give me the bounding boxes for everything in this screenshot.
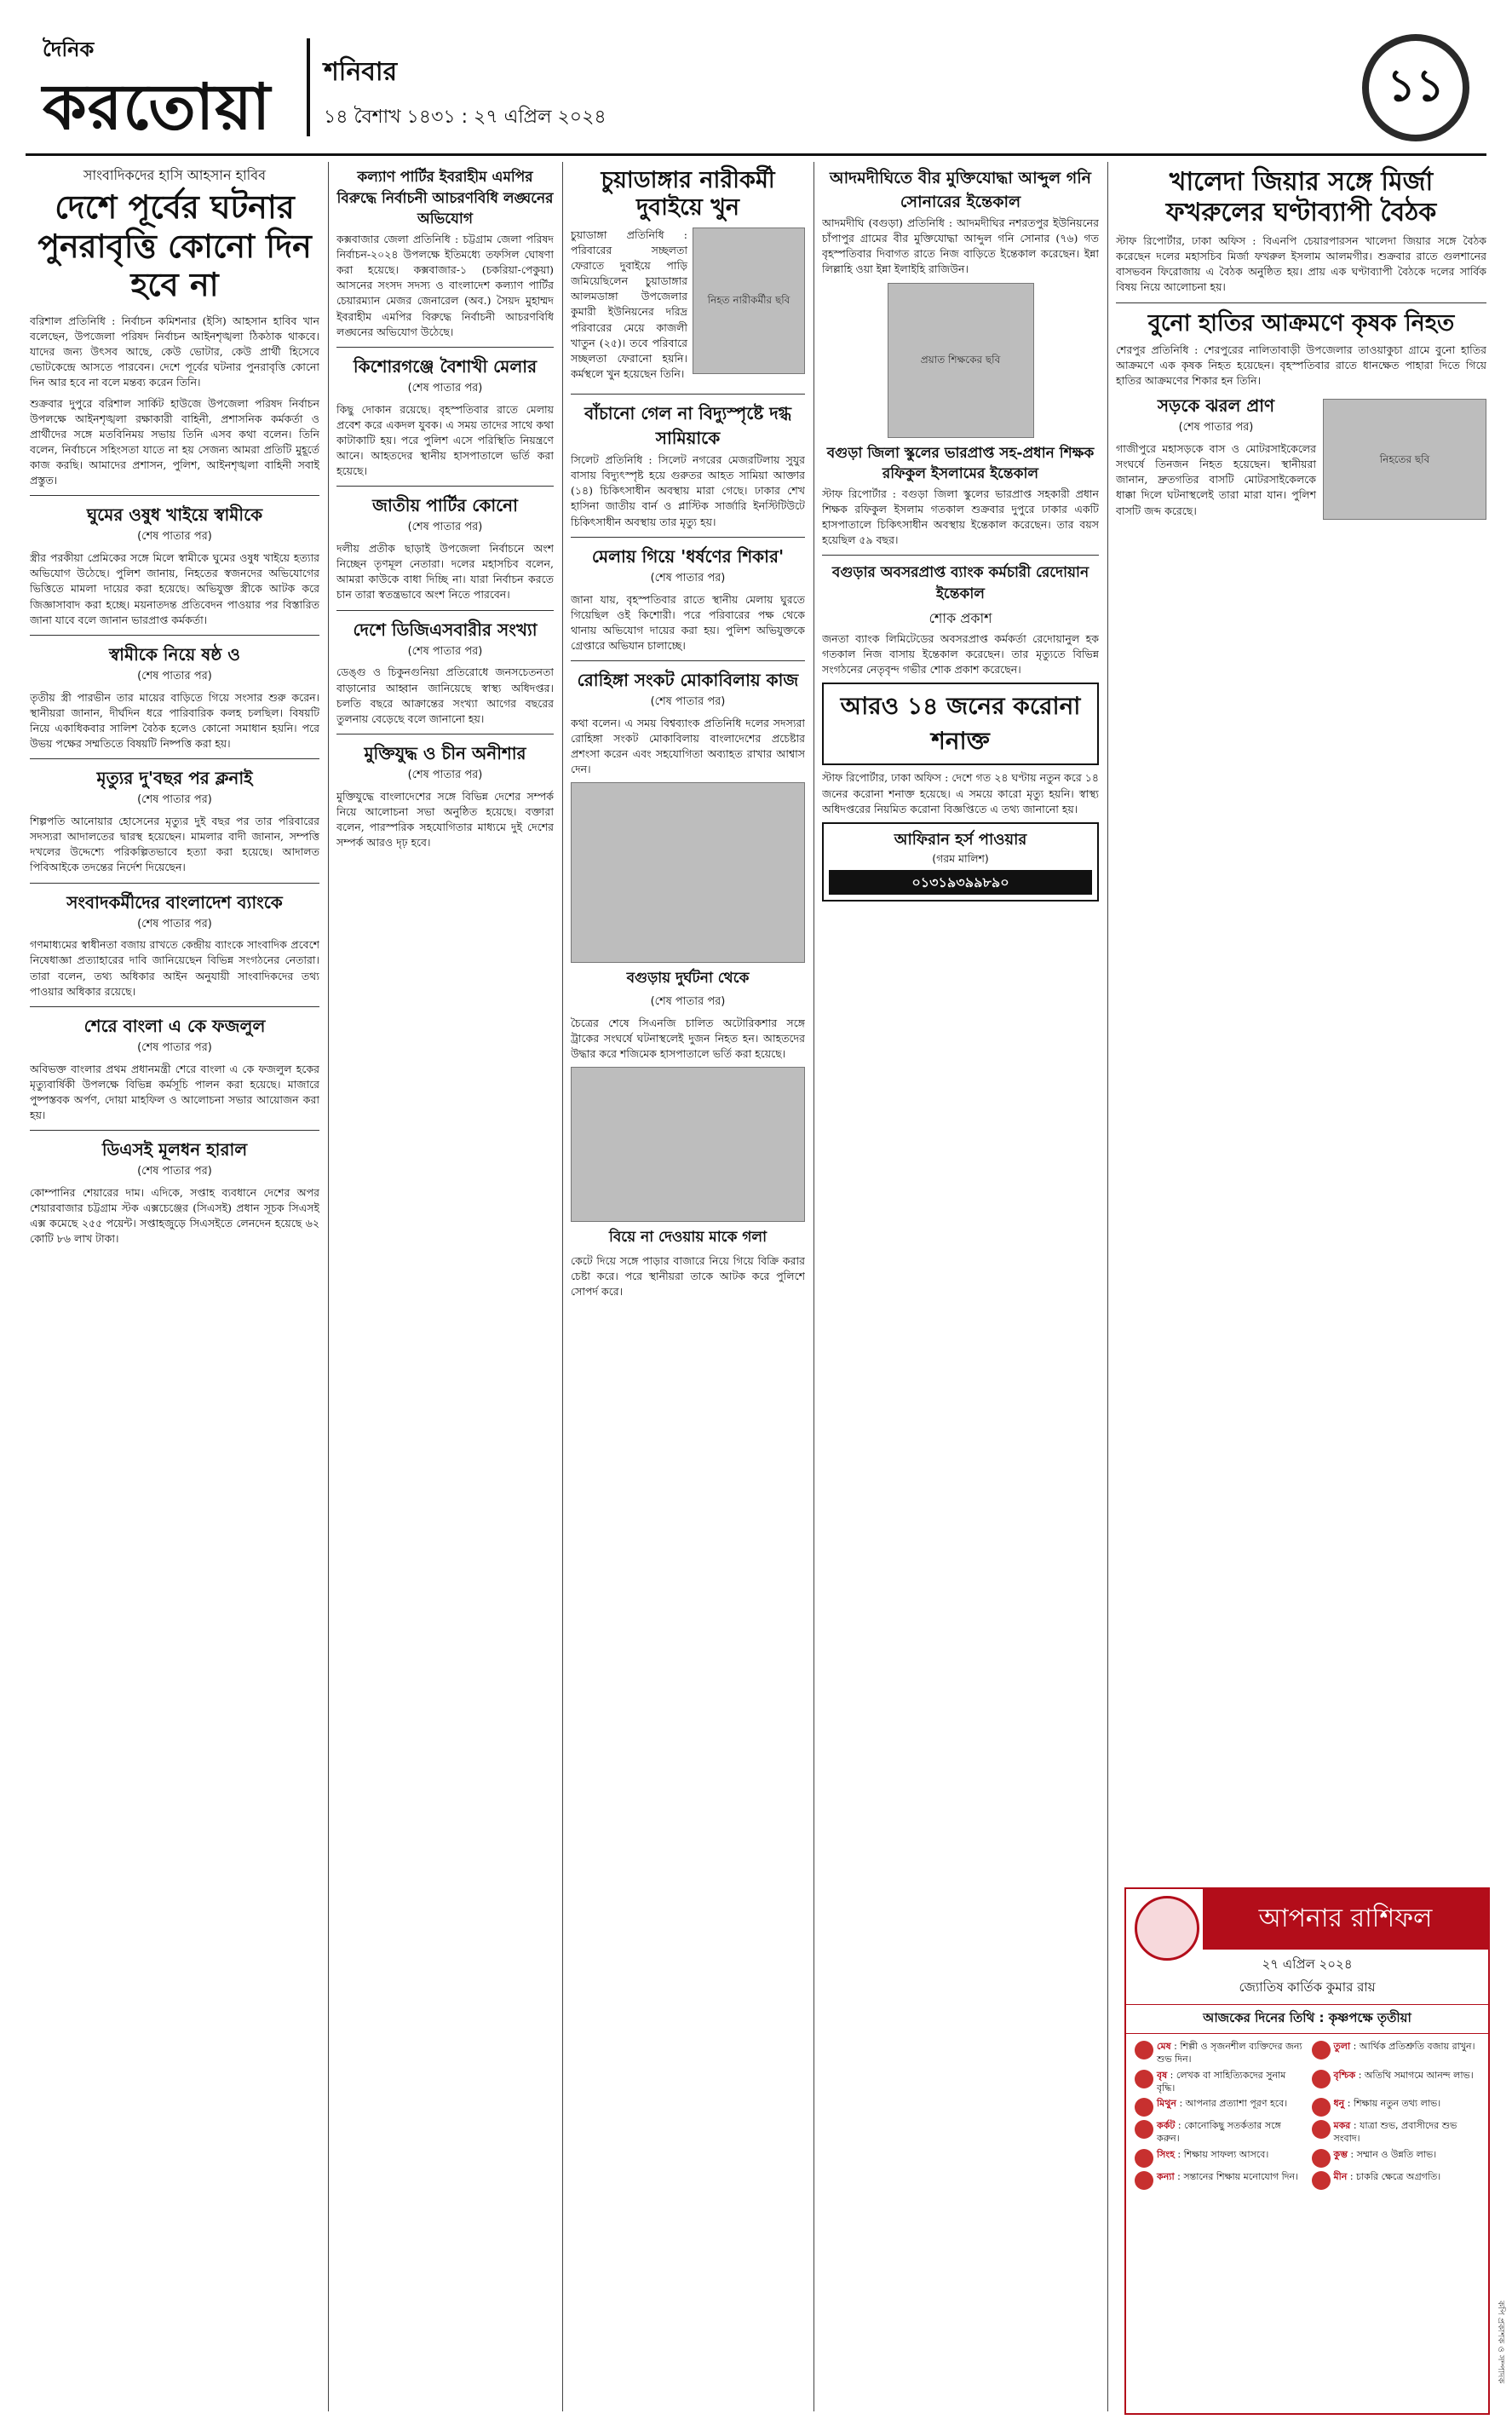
- article-headline[interactable]: রোহিঙ্গা সংকট মোকাবিলায় কাজ: [577, 670, 799, 690]
- sign-text: অতিথি সমাগমে আনন্দ লাভ।: [1364, 2069, 1474, 2081]
- column-divider: [1107, 162, 1108, 2411]
- continuation-note: (শেষ পাতার পর): [137, 669, 212, 683]
- continuation-note: (শেষ পাতার পর): [137, 793, 212, 807]
- horoscope-sign: কর্কট : কোনোকিছু সতর্কতার সঙ্গে করুন।: [1135, 2120, 1303, 2146]
- article-body: কক্সবাজার জেলা প্রতিনিধি : চট্টগ্রাম জেলা পরিষদ নির্বাচন-২০২৪ উপলক্ষে ইতিমধ্যে তফসিল ঘোষণা করা হয়েছে। কক্সবাজার-১ (চকরিয়া-পেকুয়া) আসনের সংসদ সদস্য ও বাংলাদেশ কল্যাণ পার্টির চেয়ারম্যান মেজর জেনারেল (অব.) সৈয়দ মুহাম্মদ ইবরাহীম এমপির বিরুদ্ধে নির্বাচনী আচরণবিধি লঙ্ঘনের অভিযোগ উঠেছে।: [336, 232, 554, 338]
- column-5: [1116, 162, 1486, 1879]
- ad-subtitle: (গরম মালিশ): [932, 851, 989, 865]
- horoscope-sign: কুম্ভ : সম্মান ও উন্নতি লাভ।: [1312, 2149, 1480, 2168]
- divider: [336, 347, 554, 348]
- article-headline[interactable]: মুক্তিযুদ্ধ ও চীন অনীশার: [364, 742, 526, 763]
- horoscope-sign: মেষ : শিল্পী ও সৃজনশীল ব্যক্তিদের জন্য শুভ দিন।: [1135, 2041, 1303, 2066]
- article-body: কোম্পানির শেয়ারের দাম। এদিকে, সপ্তাহ ব্যবধানে দেশের অপর শেয়ারবাজার চট্টগ্রাম স্টক এক্সচেঞ্জের (সিএসই) প্রধান সূচক সিএসই এক্স কমেছে ২৫৫ পয়েন্ট। সপ্তাহজুড়ে সিএসইতে লেনদেন হয়েছে ৬২ কোটি ৮৬ লাখ টাকা।: [30, 1186, 319, 1246]
- sign-name: কুম্ভ: [1333, 2149, 1348, 2161]
- divider: [571, 537, 805, 538]
- horoscope-box: [1124, 1887, 1490, 2415]
- article-kicker: সাংবাদিকদের হাসি আহসান হাবিব: [83, 167, 267, 183]
- advertisement[interactable]: [822, 822, 1099, 902]
- article-headline[interactable]: ঘুমের ওষুধ খাইয়ে স্বামীকে: [86, 504, 263, 526]
- divider: [571, 394, 805, 395]
- horoscope-sign: মিথুন : আপনার প্রত্যাশা পূরণ হবে।: [1135, 2098, 1303, 2117]
- zodiac-gemini-icon: [1135, 2098, 1153, 2117]
- sign-text: আপনার প্রত্যাশা পূরণ হবে।: [1185, 2098, 1288, 2110]
- sign-text: শিক্ষায় নতুন তথ্য লাভ।: [1353, 2098, 1441, 2110]
- divider: [30, 635, 319, 636]
- horoscope-author: জ্যোতিষ কার্তিক কুমার রায়: [1239, 1979, 1376, 1995]
- article-headline[interactable]: দেশে পূর্বের ঘটনার পুনরাবৃত্তি কোনো দিন হবে না: [37, 188, 312, 304]
- article-body: স্টাফ রিপোর্টার, ঢাকা অফিস : বিএনপি চেয়ারপারসন খালেদা জিয়ার সঙ্গে বৈঠক করেছেন দলের মহাসচিব মির্জা ফখরুল ইসলাম আলমগীর। শুক্রবার রাতে গুলশানের বাসভবন ফিরোজায় এ বৈঠক অনুষ্ঠিত হয়। প্রায় এক ঘণ্টাব্যাপী বৈঠকে দলের সার্বিক বিষয় নিয়ে আলোচনা হয়।: [1116, 234, 1486, 294]
- zodiac-wheel-icon: [1135, 1896, 1199, 1961]
- article-headline[interactable]: দেশে ডিজিএসবারীর সংখ্যা: [353, 619, 538, 640]
- news-photo[interactable]: [571, 1067, 805, 1222]
- sign-name: মীন: [1333, 2171, 1348, 2183]
- article-headline[interactable]: মেলায় গিয়ে 'ধর্ষণের শিকার': [591, 545, 785, 567]
- horoscope-date: ২৭ এপ্রিল ২০২৪: [1262, 1956, 1353, 1972]
- accident-photo[interactable]: [571, 782, 805, 963]
- column-4: [822, 162, 1099, 2411]
- article-body: কেটে দিয়ে সঙ্গে পাড়ার বাজারে নিয়ে গিয়ে বিক্রি করার চেষ্টা করে। পরে স্থানীয়রা তাকে আটক করে পুলিশে সোপর্দ করে।: [571, 1253, 805, 1299]
- divider: [1116, 302, 1486, 303]
- page-number: ১১: [1362, 34, 1469, 141]
- sign-text: সম্মান ও উন্নতি লাভ।: [1356, 2149, 1437, 2161]
- article-headline[interactable]: সংবাদকর্মীদের বাংলাদেশ ব্যাংকে: [66, 891, 283, 913]
- article-body: কিছু দোকান রয়েছে। বৃহস্পতিবার রাতে মেলায় প্রবেশ করে একদল যুবক। এ সময় তাদের সাথে কথা কাটাকাটি হয়। পরে পুলিশ এসে পরিস্থিতি নিয়ন্ত্রণে আনে। আহতদের স্থানীয় হাসপাতালে ভর্তি করা হয়েছে।: [336, 402, 554, 478]
- logo-big-text: করতোয়া: [43, 71, 272, 144]
- horoscope-sign: তুলা : আর্থিক প্রতিশ্রুতি বজায় রাখুন।: [1312, 2041, 1480, 2066]
- zodiac-virgo-icon: [1135, 2171, 1153, 2190]
- article-body: গাজীপুরে মহাসড়কে বাস ও মোটরসাইকেলের সংঘর্ষে তিনজন নিহত হয়েছেন। স্থানীয়রা জানান, দ্রুতগতির বাসটি মোটরসাইকেলকে ধাক্কা দিলে ঘটনাস্থলেই তারা মারা যান। পুলিশ বাসটি জব্দ করেছে।: [1116, 442, 1316, 517]
- issue-date: ১৪ বৈশাখ ১৪৩১ : ২৭ এপ্রিল ২০২৪: [324, 107, 607, 128]
- sign-text: শিক্ষায় সাফল্য আসবে।: [1183, 2149, 1269, 2161]
- article-headline[interactable]: ডিএসই মূলধন হারাল: [101, 1139, 248, 1161]
- publisher-note: কপি প্রকাশক ও সম্পাদক: [1496, 2301, 1505, 2384]
- article-headline[interactable]: বাঁচানো গেল না বিদ্যুস্পৃষ্টে দগ্ধ সামিয়াকে: [584, 403, 791, 449]
- horoscope-sign: মকর : যাত্রা শুভ, প্রবাসীদের শুভ সংবাদ।: [1312, 2120, 1480, 2146]
- column-2: [336, 162, 554, 2411]
- photo-label: প্রয়াত শিক্ষকের ছবি: [920, 353, 1001, 366]
- divider: [30, 758, 319, 759]
- article-body: কথা বলেন। এ সময় বিশ্বব্যাংক প্রতিনিধি দলের সদস্যরা রোহিঙ্গা সংকট মোকাবিলায় বাংলাদেশের প্রচেষ্টার প্রশংসা করেন এবং সহযোগিতা অব্যাহত রাখার আশ্বাস দেন।: [571, 716, 805, 776]
- sign-name: বৃশ্চিক: [1333, 2069, 1356, 2081]
- photo-label: নিহত নারীকর্মীর ছবি: [707, 294, 790, 307]
- divider: [30, 1130, 319, 1131]
- article-headline[interactable]: শেরে বাংলা এ কে ফজলুল: [83, 1015, 266, 1036]
- continuation-note: (শেষ পাতার পর): [650, 695, 726, 708]
- victim-photo[interactable]: [1323, 399, 1486, 520]
- divider: [336, 610, 554, 611]
- article-body: চৈত্রের শেষে সিএনজি চালিত অটোরিকশার সঙ্গে ট্রাকের সংঘর্ষে ঘটনাস্থলেই দুজন নিহত হন। আহতদের উদ্ধার করে শজিমেক হাসপাতালে ভর্তি করা হয়েছে।: [571, 1016, 805, 1061]
- continuation-note: (শেষ পাতার পর): [407, 381, 483, 395]
- continuation-note: (শেষ পাতার পর): [1178, 421, 1254, 435]
- sign-text: শিল্পী ও সৃজনশীল ব্যক্তিদের জন্য শুভ দিন।: [1157, 2041, 1302, 2065]
- article-body: মুক্তিযুদ্ধে বাংলাদেশের সঙ্গে বিভিন্ন দেশের সম্পর্ক নিয়ে আলোচনা সভা অনুষ্ঠিত হয়েছে। বক্তারা বলেন, পারস্পরিক সহযোগিতার মাধ্যমে দুই দেশের সম্পর্ক আরও দৃঢ় হবে।: [336, 789, 554, 850]
- divider: [30, 495, 319, 496]
- sign-name: কর্কট: [1157, 2120, 1176, 2132]
- continuation-note: (শেষ পাতার পর): [137, 530, 212, 544]
- ad-phone[interactable]: ০১৩১৯৩৯৯৮৯০: [829, 870, 1092, 895]
- zodiac-aries-icon: [1135, 2041, 1153, 2059]
- photo-caption: বগুড়ায় দুর্ঘটনা থেকে: [626, 970, 750, 988]
- horoscope-grid: [1126, 2037, 1488, 2193]
- horoscope-sign: বৃষ : লেখক বা সাহিত্যিকদের সুনাম বৃদ্ধি।: [1135, 2070, 1303, 2095]
- divider: [571, 660, 805, 661]
- sign-name: তুলা: [1333, 2041, 1351, 2052]
- article-body: গণমাধ্যমের স্বাধীনতা বজায় রাখতে কেন্দ্রীয় ব্যাংকে সাংবাদিক প্রবেশে নিষেধাজ্ঞা প্রত্যাহারের দাবি জানিয়েছেন বিভিন্ন সংগঠনের নেতারা। তারা বলেন, তথ্য অধিকার আইন অনুযায়ী সাংবাদিকদের তথ্য পাওয়ার অধিকার রয়েছে।: [30, 938, 319, 998]
- continuation-note: (শেষ পাতার পর): [137, 917, 212, 930]
- sign-name: মেষ: [1157, 2041, 1171, 2052]
- article-body: তৃতীয় স্ত্রী পারভীন তার মায়ের বাড়িতে গিয়ে সংসার শুরু করেন। স্থানীয়রা জানান, দীর্ঘদিন ধরে পারিবারিক কলহ চলছিল। বিষয়টি নিয়ে একাধিকবার সালিশ বৈঠক হলেও কোনো সমাধান হয়নি। পরে উভয় পক্ষের সম্মতিতে বিষয়টি নিষ্পত্তি করা হয়।: [30, 690, 319, 751]
- zodiac-capricorn-icon: [1312, 2120, 1331, 2139]
- logo-small-text: দৈনিক: [43, 37, 95, 61]
- sign-name: মিথুন: [1157, 2098, 1176, 2110]
- sign-name: কন্যা: [1157, 2171, 1175, 2183]
- continuation-note: (শেষ পাতার পর): [650, 994, 726, 1008]
- sign-name: ধনু: [1333, 2098, 1345, 2110]
- article-headline[interactable]: স্বামীকে নিয়ে ষষ্ঠ ও: [109, 643, 240, 665]
- sign-text: যাত্রা শুভ, প্রবাসীদের শুভ সংবাদ।: [1333, 2120, 1457, 2145]
- article-headline[interactable]: কিশোরগঞ্জে বৈশাখী মেলার: [353, 355, 538, 377]
- sign-name: সিংহ: [1157, 2149, 1175, 2161]
- zodiac-libra-icon: [1312, 2041, 1331, 2059]
- column-1: [30, 162, 319, 2411]
- article-body: দলীয় প্রতীক ছাড়াই উপজেলা নির্বাচনে অংশ নিচ্ছেন তৃণমূল নেতারা। দলের মহাসচিব বলেন, আমরা কাউকে বাধা দিচ্ছি না। যারা নির্বাচন করতে চান তারা স্বতন্ত্রভাবে অংশ নিতে পারবেন।: [336, 542, 554, 602]
- article-headline[interactable]: বুনো হাতির আক্রমণে কৃষক নিহত: [1147, 309, 1455, 337]
- article-headline[interactable]: বগুড়া জিলা স্কুলের ভারপ্রাপ্ত সহ-প্রধান শিক্ষক রফিকুল ইসলামের ইন্তেকাল: [826, 444, 1095, 483]
- zodiac-taurus-icon: [1135, 2070, 1153, 2088]
- sign-name: মকর: [1333, 2120, 1351, 2132]
- article-body: স্টাফ রিপোর্টার : বগুড়া জিলা স্কুলের ভারপ্রাপ্ত সহকারী প্রধান শিক্ষক রফিকুল ইসলাম গতকাল শুক্রবার দুপুরে ঢাকার একটি হাসপাতালে চিকিৎসাধীন অবস্থায় ইন্তেকাল করেছেন। তার বয়স হয়েছিল ৫৯ বছর।: [822, 487, 1099, 547]
- zodiac-cancer-icon: [1135, 2120, 1153, 2139]
- zodiac-pisces-icon: [1312, 2171, 1331, 2190]
- article-body: জানা যায়, বৃহস্পতিবার রাতে স্থানীয় মেলায় ঘুরতে গিয়েছিল ওই কিশোরী। পরে পরিবারের পক্ষ থেকে থানায় অভিযোগ দায়ের করা হয়। পুলিশ অভিযুক্তকে গ্রেপ্তারে অভিযান চালাচ্ছে।: [571, 592, 805, 652]
- article-headline[interactable]: খালেদা জিয়ার সঙ্গে মির্জা ফখরুলের ঘণ্টাব্যাপী বৈঠক: [1165, 167, 1437, 228]
- sign-text: চাকরি ক্ষেত্রে অগ্রগতি।: [1356, 2171, 1441, 2183]
- continuation-note: (শেষ পাতার পর): [407, 644, 483, 658]
- horoscope-sign: বৃশ্চিক : অতিথি সমাগমে আনন্দ লাভ।: [1312, 2070, 1480, 2095]
- zodiac-leo-icon: [1135, 2149, 1153, 2168]
- article-body: জনতা ব্যাংক লিমিটেডের অবসরপ্রাপ্ত কর্মকর্তা রেদোয়ানুল হক গতকাল নিজ বাসায় ইন্তেকাল করেছেন। তার মৃত্যুতে বিভিন্ন সংগঠনের নেতৃবৃন্দ গভীর শোক প্রকাশ করেছেন।: [822, 631, 1099, 677]
- article-body: অবিভক্ত বাংলার প্রথম প্রধানমন্ত্রী শেরে বাংলা এ কে ফজলুল হকের মৃত্যুবার্ষিকী উপলক্ষে বিভিন্ন কর্মসূচি পালন করা হয়েছে। মাজারে পুষ্পস্তবক অর্পণ, দোয়া মাহফিল ও আলোচনা সভার আয়োজন করা হয়।: [30, 1062, 319, 1122]
- zodiac-aquarius-icon: [1312, 2149, 1331, 2168]
- article-body: চুয়াডাঙ্গা প্রতিনিধি : পরিবারের সচ্ছলতা ফেরাতে দুবাইয়ে পাড়ি জমিয়েছিলেন চুয়াডাঙ্গার আলমডাঙ্গা উপজেলার কুমারী ইউনিয়নের দরিদ্র পরিবারের মেয়ে কাজলী খাতুন (২৫)। তবে পরিবারে সচ্ছলতা ফেরানো হয়নি। কর্মস্থলে খুন হয়েছেন তিনি।: [571, 228, 687, 380]
- column-divider: [328, 162, 329, 2411]
- article-body: শুক্রবার দুপুরে বরিশাল সার্কিট হাউজে উপজেলা পরিষদ নির্বাচন উপলক্ষে আইনশৃঙ্খলা রক্ষাকারী বাহিনী, প্রশাসনিক কর্মকর্তা ও প্রার্থীদের সঙ্গে মতবিনিময় সভায় তিনি এসব কথা বলেন। তিনি বলেন, নির্বাচনে সহিংসতা যাতে না হয় সেজন্য আমরা প্রতিটি মুহূর্তে কাজ করছি। আমাদের প্রশাসন, পুলিশ, আইনশৃঙ্খলা বাহিনী সবাই প্রস্তুত।: [30, 396, 319, 487]
- article-headline[interactable]: সড়কে ঝরল প্রাণ: [1157, 395, 1275, 417]
- article-body: বরিশাল প্রতিনিধি : নির্বাচন কমিশনার (ইসি) আহসান হাবিব খান বলেছেন, উপজেলা পরিষদ নির্বাচন আইনশৃঙ্খলা ঠিকঠাক থাকবে। যাদের জন্য উৎসব আছে, কেউ ভোটার, কেউ প্রার্থী হিসেবে ভোটকেন্দ্রে আসতে পারবেন। দেশে পূর্বের ঘটনার পুনরাবৃত্তি কোনো দিন আর হবে না বলে মন্তব্য করেন তিনি।: [30, 314, 319, 389]
- divider: [30, 883, 319, 884]
- article-body: সিলেট প্রতিনিধি : সিলেট নগরের মেজরটিলায় সুযুর বাসায় বিদ্যুৎস্পৃষ্ট হয়ে গুরুতর আহত সামিয়া আক্তার (১৪) চিকিৎসাধীন অবস্থায় মারা গেছে। ঢাকার শেখ হাসিনা জাতীয় বার্ন ও প্লাস্টিক সার্জারি ইনস্টিটিউটে চিকিৎসাধীন অবস্থায় তার মৃত্যু হয়।: [571, 453, 805, 528]
- article-body: শিল্পপতি আনোয়ার হোসেনের মৃত্যুর দুই বছর পর তার পরিবারের সদস্যরা আদালতের দ্বারস্থ হয়েছেন। মামলার বাদী জানান, সম্পত্তি দখলের উদ্দেশ্যে পরিকল্পিতভাবে হত্যা করা হয়েছে। আদালত পিবিআইকে তদন্তের নির্দেশ দিয়েছেন।: [30, 815, 319, 874]
- continuation-note: (শেষ পাতার পর): [137, 1165, 212, 1178]
- divider: [30, 1006, 319, 1007]
- teacher-photo[interactable]: [888, 283, 1034, 438]
- article-body: স্ত্রীর পরকীয়া প্রেমিকের সঙ্গে মিলে স্বামীকে ঘুমের ওষুধ খাইয়ে হত্যার অভিযোগ উঠেছে। পুলিশ জানায়, নিহতের স্বজনদের অভিযোগের ভিত্তিতে মামলা দায়ের করা হয়েছে। অভিযুক্ত স্ত্রীকে আটক করে জিজ্ঞাসাবাদ করা হচ্ছে। ময়নাতদন্ত প্রতিবেদন পাওয়ার পর বিস্তারিত জানা যাবে বলে জানান ভারপ্রাপ্ত কর্মকর্তা।: [30, 551, 319, 626]
- article-headline[interactable]: মৃত্যুর দু'বছর পর ক্লনাই: [96, 768, 253, 789]
- horoscope-title[interactable]: আপনার রাশিফল: [1203, 1889, 1488, 1950]
- article-headline[interactable]: কল্যাণ পার্টির ইবরাহীম এমপির বিরুদ্ধে নির্বাচনী আচরণবিধি লঙ্ঘনের অভিযোগ: [336, 169, 554, 228]
- article-headline[interactable]: আদমদীঘিতে বীর মুক্তিযোদ্ধা আব্দুল গনি সোনারের ইন্তেকাল: [830, 169, 1091, 211]
- column-3: [571, 162, 805, 2411]
- article-headline[interactable]: চুয়াডাঙ্গার নারীকর্মী দুবাইয়ে খুন: [601, 167, 775, 222]
- section-kicker: শোক প্রকাশ: [928, 609, 992, 626]
- column-divider: [813, 162, 814, 2411]
- article-body: আদমদীঘি (বগুড়া) প্রতিনিধি : আদমদীঘির নশরতপুর ইউনিয়নের চাঁপাপুর গ্রামের বীর মুক্তিযোদ্ধা আব্দুল গনি সোনার (৭৬) গত বৃহস্পতিবার দিবাগত রাতে নিজ বাড়িতে ইন্তেকাল করেছেন। ইন্না লিল্লাহি ওয়া ইন্না ইলাইহি রাজিউন।: [822, 216, 1099, 276]
- sign-text: লেখক বা সাহিত্যিকদের সুনাম বৃদ্ধি।: [1157, 2069, 1286, 2094]
- article-body: শেরপুর প্রতিনিধি : শেরপুরের নালিতাবাড়ী উপজেলার তাওয়াকুচা গ্রামে বুনো হাতির আক্রমণে এক কৃষক নিহত হয়েছেন। বৃহস্পতিবার রাতে ধানক্ষেত পাহারা দিতে গিয়ে হাতির আক্রমণের শিকার হন তিনি।: [1116, 343, 1486, 388]
- photo-caption: বিয়ে না দেওয়ায় মাকে গলা: [608, 1229, 767, 1247]
- article-headline[interactable]: জাতীয় পার্টির কোনো: [372, 495, 518, 516]
- horoscope-sign: সিংহ : শিক্ষায় সাফল্য আসবে।: [1135, 2149, 1303, 2168]
- ad-title: আফিরান হর্স পাওয়ার: [894, 830, 1027, 849]
- column-divider: [562, 162, 563, 2411]
- horoscope-sign: ধনু : শিক্ষায় নতুন তথ্য লাভ।: [1312, 2098, 1480, 2117]
- photo-label: নিহতের ছবি: [1379, 452, 1430, 465]
- continuation-note: (শেষ পাতার পর): [650, 571, 726, 585]
- divider: [336, 486, 554, 487]
- masthead: [26, 17, 1486, 156]
- sign-text: সন্তানের শিক্ষায় মনোযোগ দিন।: [1183, 2171, 1299, 2183]
- continuation-note: (শেষ পাতার পর): [137, 1040, 212, 1054]
- article-headline[interactable]: আরও ১৪ জনের করোনা শনাক্ত: [822, 683, 1099, 765]
- continuation-note: (শেষ পাতার পর): [407, 521, 483, 534]
- newspaper-logo[interactable]: [43, 26, 298, 145]
- masthead-divider: [307, 38, 310, 136]
- article-body: স্টাফ রিপোর্টার, ঢাকা অফিস : দেশে গত ২৪ ঘণ্টায় নতুন করে ১৪ জনের করোনা শনাক্ত হয়েছে। এ সময়ে কারো মৃত্যু হয়নি। স্বাস্থ্য অধিদপ্তরের নিয়মিত করোনা বিজ্ঞপ্তিতে এ তথ্য জানানো হয়।: [822, 771, 1099, 815]
- sign-name: বৃষ: [1157, 2069, 1168, 2081]
- zodiac-scorpio-icon: [1312, 2070, 1331, 2088]
- zodiac-sagittarius-icon: [1312, 2098, 1331, 2117]
- article-headline[interactable]: বগুড়ার অবসরপ্রাপ্ত ব্যাংক কর্মচারী রেদোয়ান ইন্তেকাল: [831, 564, 1089, 603]
- sign-text: আর্থিক প্রতিশ্রুতি বজায় রাখুন।: [1359, 2041, 1475, 2052]
- tithi-line: আজকের দিনের তিথি : কৃষ্ণপক্ষে তৃতীয়া: [1126, 2004, 1488, 2034]
- horoscope-sign: কন্যা : সন্তানের শিক্ষায় মনোযোগ দিন।: [1135, 2171, 1303, 2190]
- horoscope-sign: মীন : চাকরি ক্ষেত্রে অগ্রগতি।: [1312, 2171, 1480, 2190]
- victim-photo[interactable]: [693, 228, 805, 374]
- sign-text: কোনোকিছু সতর্কতার সঙ্গে করুন।: [1157, 2120, 1281, 2145]
- continuation-note: (শেষ পাতার পর): [407, 768, 483, 781]
- divider: [822, 555, 1099, 556]
- issue-day: শনিবার: [324, 57, 398, 87]
- article-body: ডেঙ্গু ও চিকুনগুনিয়া প্রতিরোধে জনসচেতনতা বাড়ানোর আহ্বান জানিয়েছে স্বাস্থ্য অধিদপ্তর। চলতি বছরে আক্রান্তের সংখ্যা আগের বছরের তুলনায় বেড়েছে বলে জানানো হয়।: [336, 665, 554, 725]
